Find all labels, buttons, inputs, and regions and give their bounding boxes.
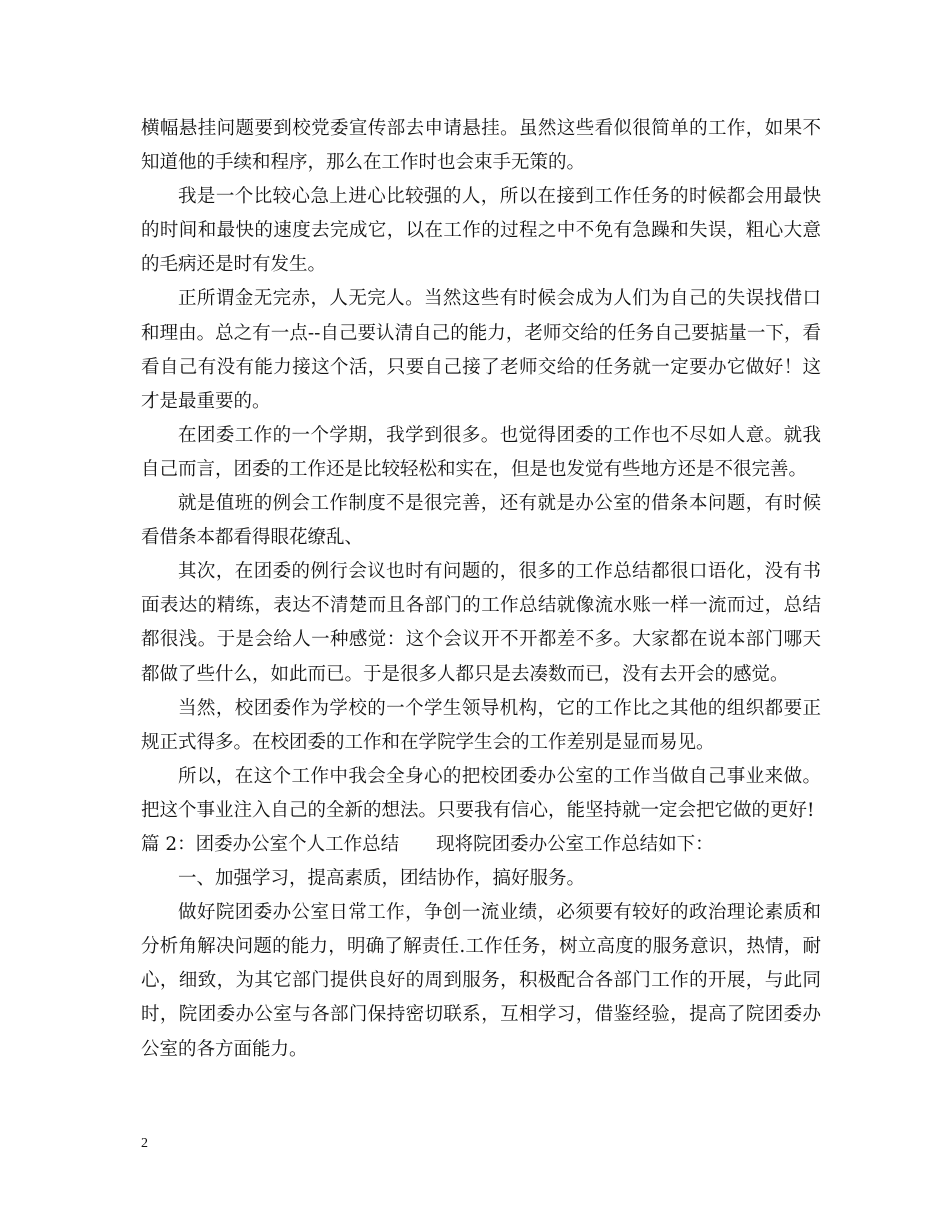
paragraph-4: 在团委工作的一个学期，我学到很多。也觉得团委的工作也不尽如人意。就我自己而言，团委的工作还是比较轻松和实在，但是也发觉有些地方还是不很完善。: [141, 424, 821, 480]
paragraph-9: 一、加强学习，提高素质，团结协作，搞好服务。: [178, 868, 586, 890]
paragraph-2: 我是一个比较心急上进心比较强的人，所以在接到工作任务的时候都会用最快的时间和最快的速度去完成它，以在工作的过程之中不免有急躁和失误，粗心大意的毛病还是时有发生。: [141, 186, 821, 276]
document-body: [141, 112, 821, 1067]
paragraph-8: 所以，在这个工作中我会全身心的把校团委办公室的工作当做自己事业来做。把这个事业注入自己的全新的想法。只要我有信心，能坚持就一定会把它做的更好!: [141, 765, 821, 821]
paragraph-10: 做好院团委办公室日常工作，争创一流业绩，必须要有较好的政治理论素质和分析角解决问题的能力，明确了解责任.工作任务，树立高度的服务意识，热情，耐心，细致，为其它部门提供良好的周到服务，积极配合各部门工作的开展，与此同时，院团委办公室与各部门保持密切联系，互相学习，借鉴经验，提高了院团委办公室的各方面能力。: [141, 902, 821, 1060]
paragraph-7: 当然，校团委作为学校的一个学生领导机构，它的工作比之其他的组织都要正规正式得多。在校团委的工作和在学院学生会的工作差别是显而易见。: [141, 697, 821, 753]
paragraph-6: 其次，在团委的例行会议也时有问题的，很多的工作总结都很口语化，没有书面表达的精练，表达不清楚而且各部门的工作总结就像流水账一样一流而过，总结都很浅。于是会给人一种感觉：这个会议开不开都差不多。大家都在说本部门哪天都做了些什么，如此而已。于是很多人都只是去凑数而已，没有去开会的感觉。: [141, 561, 821, 685]
page-number: 2: [141, 1136, 148, 1151]
paragraph-5: 就是值班的例会工作制度不是很完善，还有就是办公室的借条本问题，有时候看借条本都看得眼花缭乱、: [141, 493, 821, 549]
paragraph-3: 正所谓金无完赤，人无完人。当然这些有时候会成为人们为自己的失误找借口和理由。总之有一点--自己要认清自己的能力，老师交给的任务自己要掂量一下，看看自己有没有能力接这个活，只要自己接了老师交给的任务就一定要办它做好！这才是最重要的。: [141, 288, 821, 412]
section-heading: 篇 2：团委办公室个人工作总结 现将院团委办公室工作总结如下：: [141, 833, 714, 855]
paragraph-1: 横幅悬挂问题要到校党委宣传部去申请悬挂。虽然这些看似很简单的工作，如果不知道他的手续和程序，那么在工作时也会束手无策的。: [141, 118, 821, 174]
